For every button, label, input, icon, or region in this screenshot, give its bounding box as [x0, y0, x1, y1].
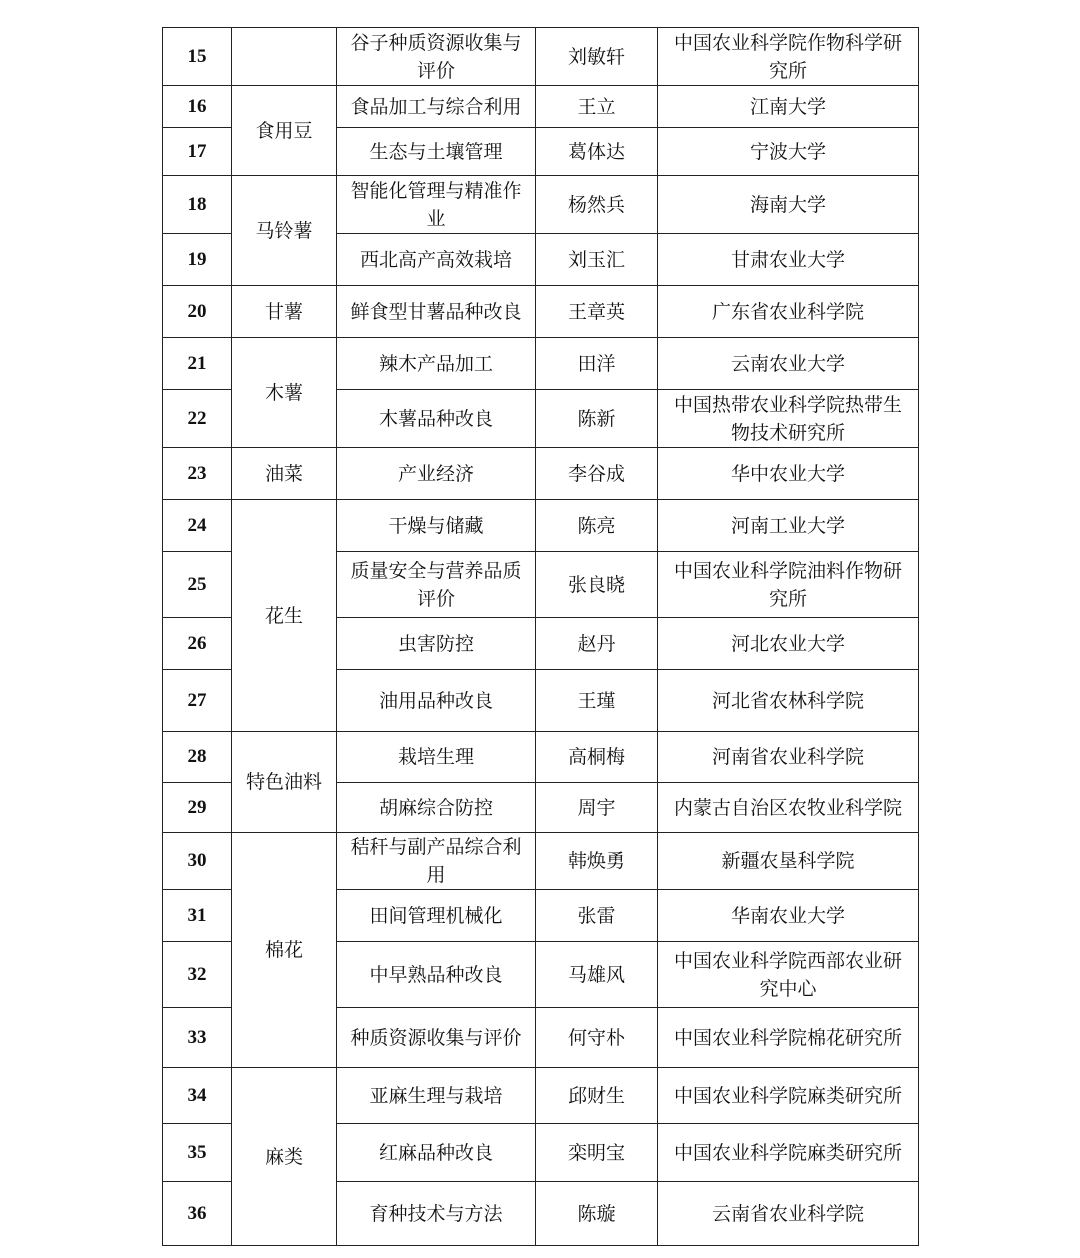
research-field-cell: 质量安全与营养品质评价 [337, 552, 536, 618]
research-field-cell: 中早熟品种改良 [337, 942, 536, 1008]
row-number-cell: 19 [163, 234, 232, 286]
research-field-cell: 生态与土壤管理 [337, 128, 536, 176]
expert-name-cell: 赵丹 [536, 618, 658, 670]
institution-cell: 甘肃农业大学 [658, 234, 919, 286]
institution-cell: 河北省农林科学院 [658, 670, 919, 732]
row-number-cell: 16 [163, 86, 232, 128]
crop-category-cell: 甘薯 [232, 286, 337, 338]
research-field-cell: 食品加工与综合利用 [337, 86, 536, 128]
table-row [163, 732, 919, 783]
row-number-cell: 29 [163, 783, 232, 833]
institution-cell: 中国农业科学院西部农业研究中心 [658, 942, 919, 1008]
institution-cell: 华南农业大学 [658, 890, 919, 942]
institution-cell: 中国农业科学院棉花研究所 [658, 1008, 919, 1068]
row-number-cell: 15 [163, 28, 232, 86]
row-number-cell: 30 [163, 833, 232, 890]
research-field-cell: 田间管理机械化 [337, 890, 536, 942]
expert-name-cell: 栾明宝 [536, 1124, 658, 1182]
expert-name-cell: 高桐梅 [536, 732, 658, 783]
row-number-cell: 22 [163, 390, 232, 448]
institution-cell: 中国农业科学院麻类研究所 [658, 1068, 919, 1124]
research-field-cell: 秸秆与副产品综合利用 [337, 833, 536, 890]
row-number-cell: 24 [163, 500, 232, 552]
crop-category-cell [232, 28, 337, 86]
crop-category-cell: 花生 [232, 500, 337, 732]
institution-cell: 云南农业大学 [658, 338, 919, 390]
expert-name-cell: 葛体达 [536, 128, 658, 176]
research-field-cell: 木薯品种改良 [337, 390, 536, 448]
research-field-cell: 油用品种改良 [337, 670, 536, 732]
expert-name-cell: 陈亮 [536, 500, 658, 552]
research-field-cell: 亚麻生理与栽培 [337, 1068, 536, 1124]
institution-cell: 云南省农业科学院 [658, 1182, 919, 1246]
expert-name-cell: 刘敏轩 [536, 28, 658, 86]
research-field-cell: 胡麻综合防控 [337, 783, 536, 833]
institution-cell: 内蒙古自治区农牧业科学院 [658, 783, 919, 833]
research-field-cell: 鲜食型甘薯品种改良 [337, 286, 536, 338]
table-row [163, 86, 919, 128]
research-field-cell: 栽培生理 [337, 732, 536, 783]
row-number-cell: 17 [163, 128, 232, 176]
institution-cell: 中国热带农业科学院热带生物技术研究所 [658, 390, 919, 448]
expert-name-cell: 田洋 [536, 338, 658, 390]
row-number-cell: 18 [163, 176, 232, 234]
table-row [163, 833, 919, 890]
row-number-cell: 21 [163, 338, 232, 390]
crop-category-cell: 油菜 [232, 448, 337, 500]
row-number-cell: 27 [163, 670, 232, 732]
table-row [163, 448, 919, 500]
expert-name-cell: 李谷成 [536, 448, 658, 500]
row-number-cell: 26 [163, 618, 232, 670]
row-number-cell: 36 [163, 1182, 232, 1246]
research-field-cell: 产业经济 [337, 448, 536, 500]
crop-category-cell: 棉花 [232, 833, 337, 1068]
table-row [163, 286, 919, 338]
institution-cell: 新疆农垦科学院 [658, 833, 919, 890]
crop-category-cell: 特色油料 [232, 732, 337, 833]
research-field-cell: 红麻品种改良 [337, 1124, 536, 1182]
institution-cell: 河北农业大学 [658, 618, 919, 670]
expert-table [162, 27, 919, 1246]
institution-cell: 中国农业科学院作物科学研究所 [658, 28, 919, 86]
row-number-cell: 34 [163, 1068, 232, 1124]
research-field-cell: 虫害防控 [337, 618, 536, 670]
expert-name-cell: 韩焕勇 [536, 833, 658, 890]
row-number-cell: 33 [163, 1008, 232, 1068]
research-field-cell: 谷子种质资源收集与评价 [337, 28, 536, 86]
institution-cell: 河南省农业科学院 [658, 732, 919, 783]
institution-cell: 中国农业科学院麻类研究所 [658, 1124, 919, 1182]
row-number-cell: 28 [163, 732, 232, 783]
crop-category-cell: 食用豆 [232, 86, 337, 176]
institution-cell: 江南大学 [658, 86, 919, 128]
expert-name-cell: 张良晓 [536, 552, 658, 618]
expert-name-cell: 陈璇 [536, 1182, 658, 1246]
institution-cell: 海南大学 [658, 176, 919, 234]
expert-name-cell: 杨然兵 [536, 176, 658, 234]
institution-cell: 华中农业大学 [658, 448, 919, 500]
row-number-cell: 23 [163, 448, 232, 500]
expert-name-cell: 刘玉汇 [536, 234, 658, 286]
research-field-cell: 智能化管理与精准作业 [337, 176, 536, 234]
research-field-cell: 干燥与储藏 [337, 500, 536, 552]
expert-name-cell: 马雄风 [536, 942, 658, 1008]
table-row [163, 500, 919, 552]
row-number-cell: 25 [163, 552, 232, 618]
row-number-cell: 31 [163, 890, 232, 942]
research-field-cell: 种质资源收集与评价 [337, 1008, 536, 1068]
row-number-cell: 35 [163, 1124, 232, 1182]
table-row [163, 1068, 919, 1124]
research-field-cell: 育种技术与方法 [337, 1182, 536, 1246]
table-row [163, 28, 919, 86]
research-field-cell: 辣木产品加工 [337, 338, 536, 390]
table-row [163, 176, 919, 234]
expert-name-cell: 王章英 [536, 286, 658, 338]
crop-category-cell: 麻类 [232, 1068, 337, 1246]
institution-cell: 河南工业大学 [658, 500, 919, 552]
row-number-cell: 20 [163, 286, 232, 338]
expert-name-cell: 邱财生 [536, 1068, 658, 1124]
row-number-cell: 32 [163, 942, 232, 1008]
institution-cell: 广东省农业科学院 [658, 286, 919, 338]
expert-name-cell: 周宇 [536, 783, 658, 833]
institution-cell: 中国农业科学院油料作物研究所 [658, 552, 919, 618]
expert-name-cell: 陈新 [536, 390, 658, 448]
table-row [163, 338, 919, 390]
institution-cell: 宁波大学 [658, 128, 919, 176]
crop-category-cell: 木薯 [232, 338, 337, 448]
table-body [163, 28, 919, 1246]
expert-name-cell: 张雷 [536, 890, 658, 942]
expert-name-cell: 何守朴 [536, 1008, 658, 1068]
expert-name-cell: 王立 [536, 86, 658, 128]
expert-name-cell: 王瑾 [536, 670, 658, 732]
research-field-cell: 西北高产高效栽培 [337, 234, 536, 286]
crop-category-cell: 马铃薯 [232, 176, 337, 286]
